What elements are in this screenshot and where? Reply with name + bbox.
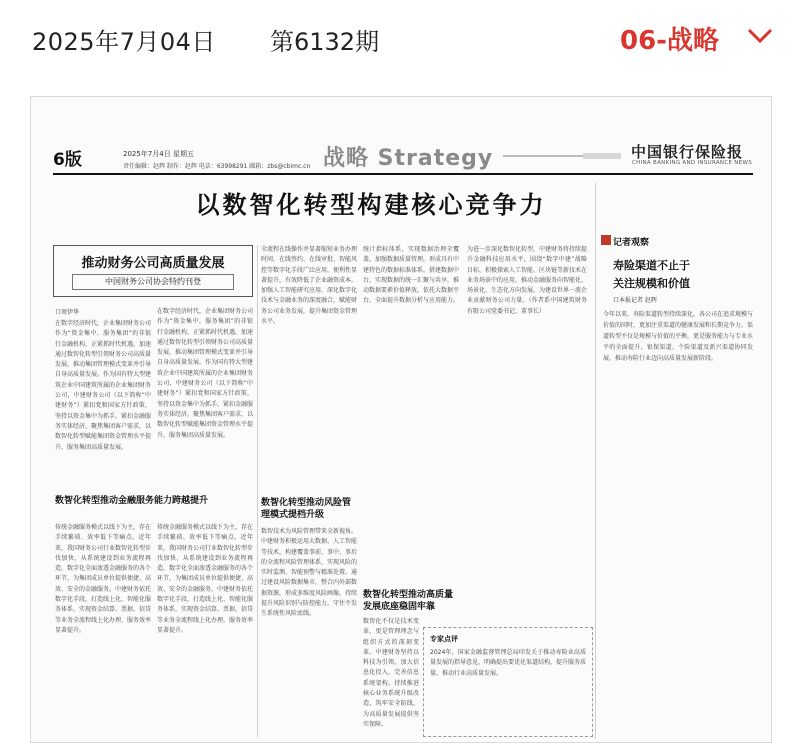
article-column-1: 在数字经济时代，企业集团财务公司作为“资金集中、服务集团”的非银行金融机构，正紧抓时代机遇，加速通过数智化转型引领财务公司高质量发展，推动集团管理模式变革并引导自身高质量发展。作为国有特大型建筑企业中国建筑所属的企业集团财务公司，中建财务公司（以下简称“中建财务”）紧扣党和国家方针政策，坚持以资金集中为抓手，紧扣金融服务实体经济，聚焦集团客户需求，以数智化转型赋能集团资金管理水平提升，服务集团高质量发展。 bbox=[55, 320, 151, 451]
observer-title-line-2[interactable]: 关注规模和价值 bbox=[613, 277, 690, 290]
subheading-1: 数智化转型推动金融服务能力跨越提升 bbox=[55, 496, 209, 506]
top-bar bbox=[0, 0, 800, 80]
newspaper-page[interactable] bbox=[30, 96, 772, 743]
main-headline[interactable]: 以数智化转型构建核心竞争力 bbox=[195, 191, 547, 219]
observer-label: 记者观察 bbox=[613, 238, 650, 248]
article-column-3: 全流程在线操作并显著缩短业务办理时间，在线签约、在线审批、智能风控等数字化手段广泛应用，便利性显著提升，有效降低了企业融资成本。加强人工智能研究应用，深化数字化技术与金融业务的深度融合，赋能财务公司业务发展，提升集团资金管理水平。 bbox=[261, 246, 357, 326]
observer-author: 口本报记者 赵辉 bbox=[613, 297, 657, 304]
page-editor-line: 责任编辑：赵辉 制作：赵辉 电话：63998291 邮箱：zbs@cbimc.cn bbox=[123, 163, 311, 170]
expert-comment-text: 2024年，国家金融监督管理总局印发关于推动寿险业高质量发展的指导意见，明确提出要优化渠道结构，提升服务质量，推动行业高质量发展。 bbox=[430, 649, 586, 677]
newspaper-logo: 中国银行保险报 bbox=[631, 143, 744, 161]
article-column-6: 数智化不仅是技术变革，更是管理理念与组织方式的深刻变革。中建财务坚持以科技为引领，加大信息化投入，完善信息系统架构，持续推进核心业务系统升级改造，筑牢安全防线，为高质量发展提供坚实保障。 bbox=[363, 618, 419, 728]
section-selector-label[interactable]: 06-战略 bbox=[620, 26, 719, 56]
column-divider bbox=[595, 183, 596, 739]
issue-number: 第6132期 bbox=[270, 28, 380, 56]
article-column-4: 数智技术为风险管理带来全新视角。中建财务积极运用大数据、人工智能等技术，构建覆盖事前、事中、事后的全流程风险管理体系，实现风险的实时监测、智能预警与精准处置。通过建设风险数据集市，整合内外部数据资源，形成多维度风险画像，持续提升风险识别与防控能力，守住不发生系统性风险底线。 bbox=[261, 528, 357, 618]
article-column-5: 统计指标体系，实现数据治理全覆盖。加强数据质量管理，形成具有中建特色的数据标准体系。搭建数据中台，实现数据的统一汇聚与共享，推动数据要素价值释放。依托大数据平台，全面提升数据分析与应用能力。 bbox=[363, 246, 459, 305]
expert-comment-box bbox=[423, 627, 593, 737]
kicker-box bbox=[53, 245, 253, 297]
article-column-1b: 在数字经济时代，企业集团财务公司作为“资金集中、服务集团”的非银行金融机构，正紧抓时代机遇，加速通过数智化转型引领财务公司高质量发展，推动集团管理模式变革并引导自身高质量发展。作为国有特大型建筑企业中国建筑所属的企业集团财务公司，中建财务公司（以下简称“中建财务”）紧扣党和国家方针政策，坚持以资金集中为抓手，紧扣金融服务实体经济，聚焦集团客户需求，以数智化转型赋能集团资金管理水平提升，服务集团高质量发展。 bbox=[157, 308, 253, 439]
expert-comment-title: 专家点评 bbox=[430, 635, 458, 643]
subheading-3: 数智化转型推动高质量发展底座稳固牢靠 bbox=[363, 590, 454, 612]
section-decoration bbox=[503, 153, 621, 159]
observer-text: 今年以来，寿险渠道转型持续深化，各公司在追求规模与价值的同时，更加注重渠道的健康发展和长期竞争力。渠道转型不仅是规模与价值的平衡，更是服务能力与专业水平的全面提升。银保渠道、个险渠道及新兴渠道协同发展，推动寿险行业迈向高质量发展新阶段。 bbox=[603, 311, 753, 362]
column-divider bbox=[257, 245, 258, 737]
edition-date: 2025年7月04日 bbox=[32, 28, 216, 56]
chevron-down-icon[interactable] bbox=[745, 26, 775, 46]
article-column-2b: 传统金融服务模式以线下为主，存在手续繁琐、效率低下等痛点。近年来，我国财务公司行业数智化转型步伐加快，从系统建设到业务流程再造，数字化全面渗透金融服务的各个环节，为集团成员单位提供便捷、高效、安全的金融服务。中建财务依托数字化手段，打造线上化、智能化服务体系，实现资金结算、票据、信贷等业务全流程线上化办理，服务效率显著提升。 bbox=[157, 524, 253, 634]
kicker-subtitle: 中国财务公司协会特约刊登 bbox=[72, 274, 234, 290]
masthead-rule bbox=[53, 173, 753, 175]
subheading-2: 数智化转型推动风险管理模式提档升级 bbox=[261, 498, 352, 520]
section-title: 战略 Strategy bbox=[323, 146, 494, 171]
page-number: 6版 bbox=[53, 150, 82, 170]
observer-marker-icon bbox=[601, 235, 611, 245]
observer-title-line-1[interactable]: 寿险渠道不止于 bbox=[613, 259, 690, 272]
article-column-2: 传统金融服务模式以线下为主，存在手续繁琐、效率低下等痛点。近年来，我国财务公司行业数智化转型步伐加快，从系统建设到业务流程再造，数字化全面渗透金融服务的各个环节，为集团成员单位提供便捷、高效、安全的金融服务。中建财务依托数字化手段，打造线上化、智能化服务体系，实现资金结算、票据、信贷等业务全流程线上化办理，服务效率显著提升。 bbox=[55, 524, 151, 634]
article-column-7: 为进一步深化数智化转型，中建财务将持续提升金融科技应用水平，围绕“数字中建”战略目标，积极探索人工智能、区块链等新技术在业务场景中的应用，推动金融服务向智能化、场景化、生态化方向发展，为建设世界一流企业贡献财务公司力量。（作者系中国建筑财务有限公司党委书记、董事长） bbox=[467, 246, 587, 315]
article-byline: 口周伊华 bbox=[55, 309, 80, 316]
newspaper-logo-en: CHINA BANKING AND INSURANCE NEWS bbox=[632, 160, 752, 166]
kicker-title: 推动财务公司高质量发展 bbox=[81, 256, 225, 271]
page-date-line: 2025年7月4日 星期五 bbox=[123, 150, 194, 158]
